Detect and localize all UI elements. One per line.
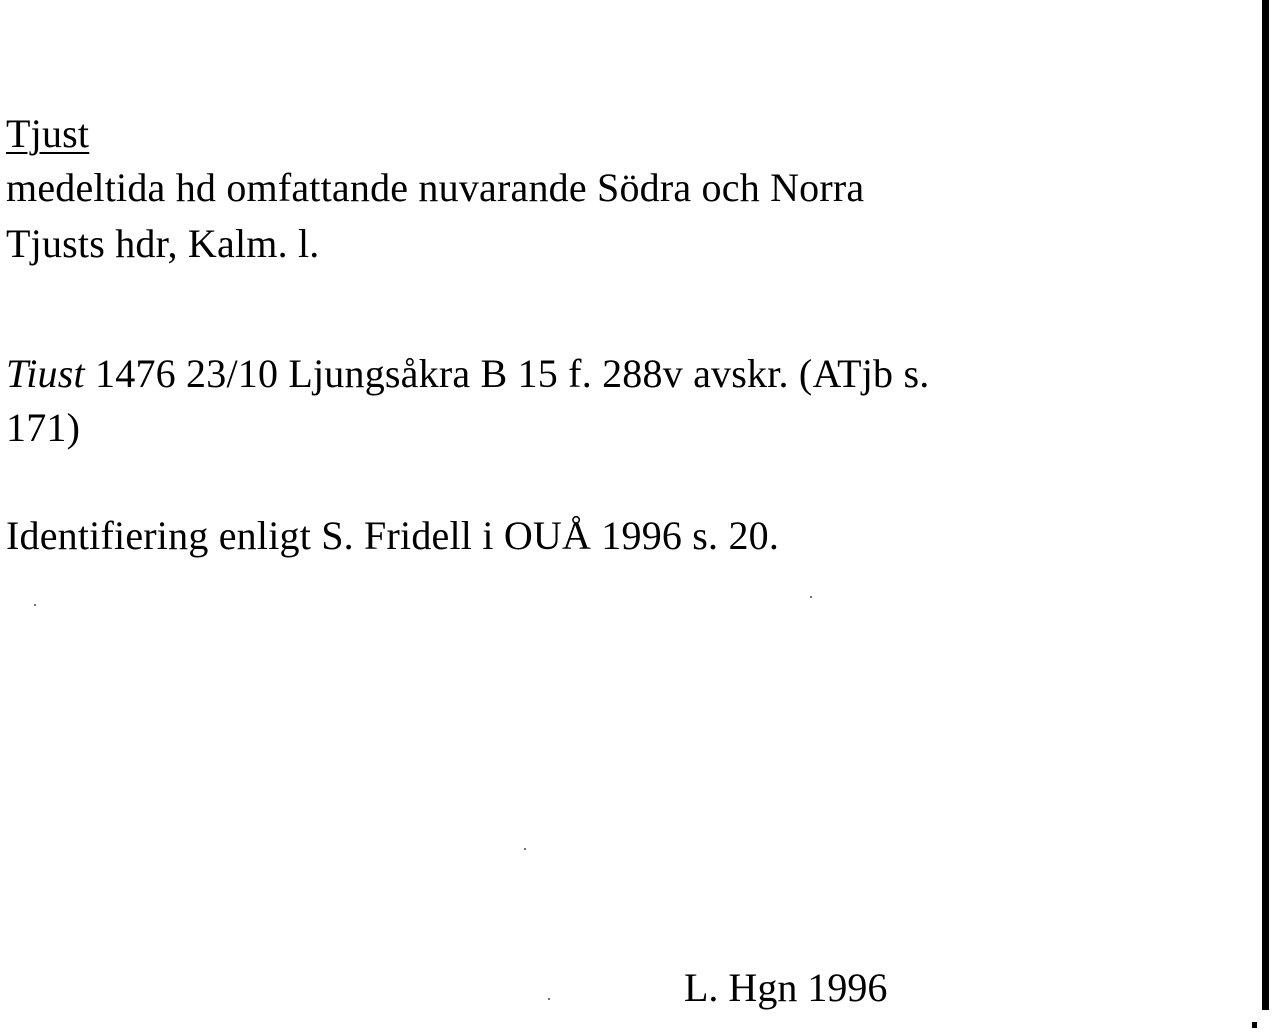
description-line-1: medeltida hd omfattande nuvarande Södra och Norra xyxy=(6,165,865,210)
attestation-line-1 xyxy=(6,350,929,398)
scan-speck xyxy=(34,604,36,606)
description-line-2: Tjusts hdr, Kalm. l. xyxy=(6,221,320,266)
attestation-details: 1476 23/10 Ljungsåkra B 15 f. 288v avskr. (ATjb s. xyxy=(84,351,930,396)
headword: Tjust xyxy=(6,111,90,156)
identification-note: Identifiering enligt S. Fridell i OUÅ 1996 s. 20. xyxy=(6,513,780,558)
card-edge-mark xyxy=(1252,1022,1257,1028)
scan-speck xyxy=(524,848,526,850)
headword-line xyxy=(6,110,89,158)
scan-speck xyxy=(810,596,812,598)
attested-form: Tiust xyxy=(6,351,85,396)
scan-speck xyxy=(548,998,550,1000)
card-edge-line xyxy=(1262,0,1269,1010)
attestation-line-2: 171) xyxy=(6,405,81,450)
signature: L. Hgn 1996 xyxy=(684,965,888,1010)
